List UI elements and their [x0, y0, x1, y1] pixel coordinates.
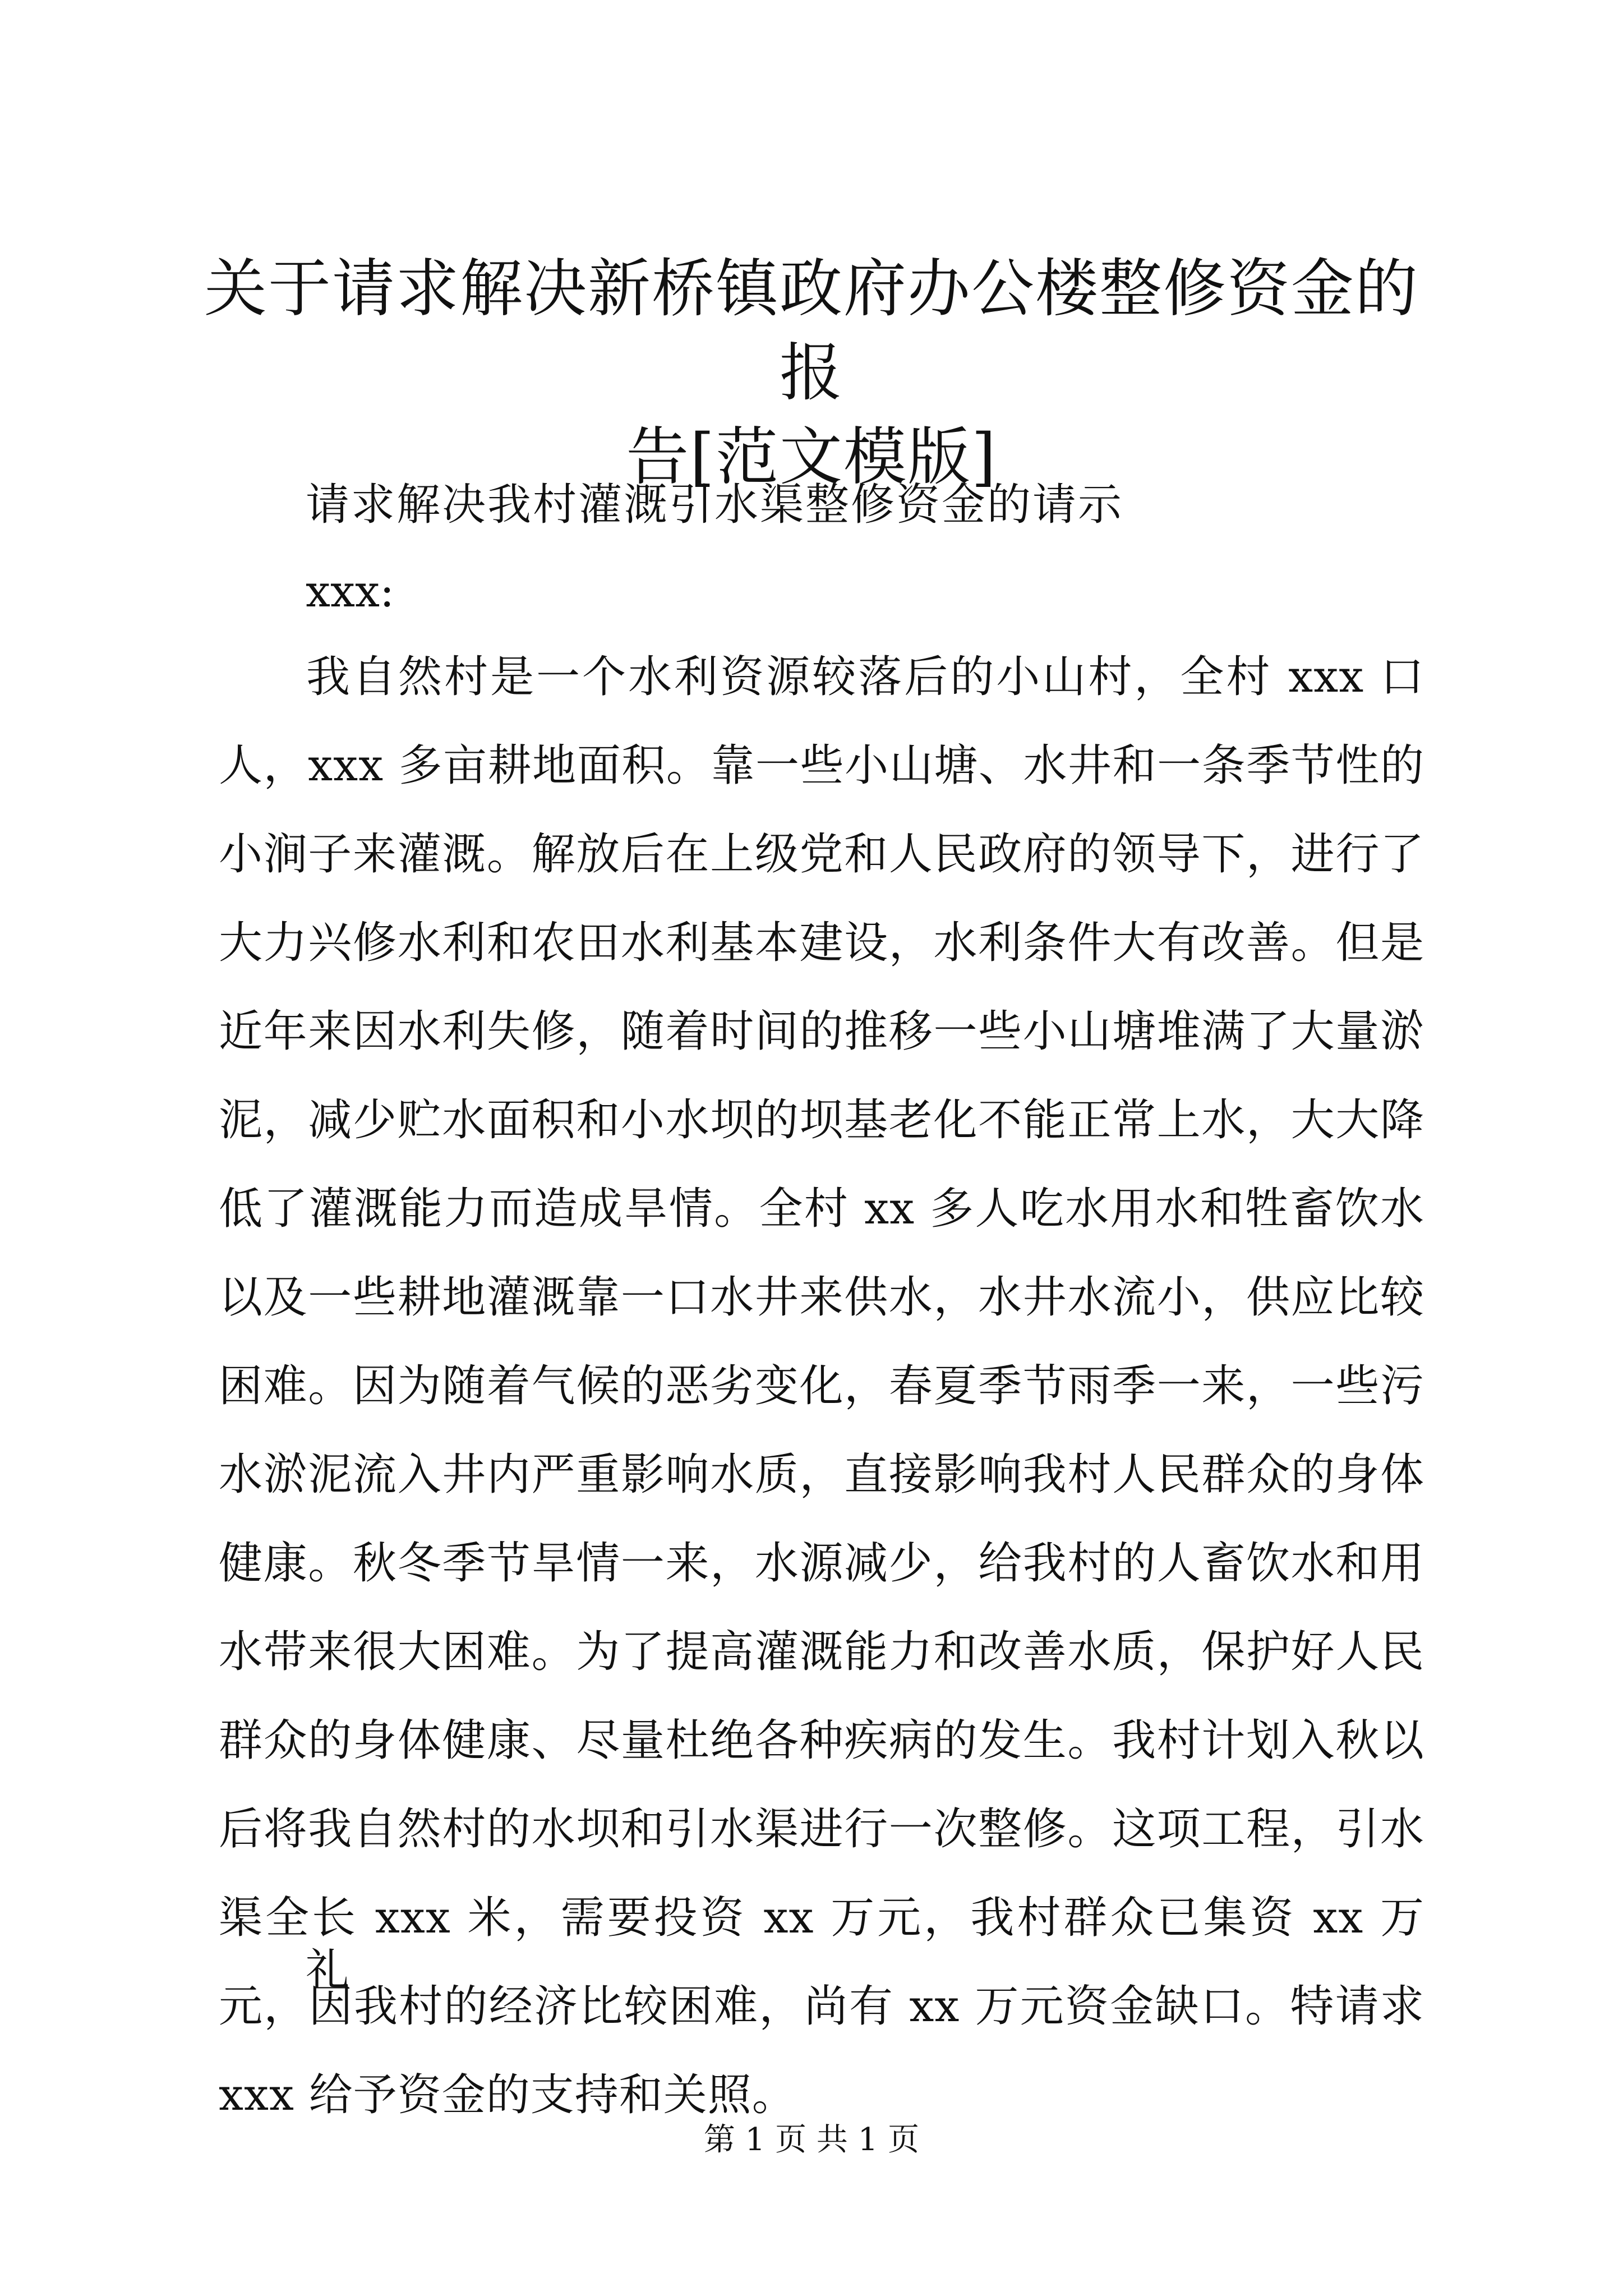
salutation: xxx:: [306, 567, 395, 617]
title-line-1: 关于请求解决新桥镇政府办公楼整修资金的报: [204, 252, 1419, 409]
document-title: [185, 247, 1438, 499]
page-footer: 第 1 页 共 1 页: [703, 2122, 920, 2158]
title-line-2: 告[范文模版]: [626, 421, 997, 494]
request-subtitle: 请求解决我村灌溉引水渠整修资金的请示: [306, 480, 1124, 530]
body-paragraph: 我自然村是一个水利资源较落后的小山村，全村 xxx 口人，xxx 多亩耕地面积。靠一些小山塘、水井和一条季节性的小涧子来灌溉。解放后在上级党和人民政府的领导下，进行了大力兴修水利和农田水利基本建设，水利条件大有改善。但是近年来因水利失修，随着时间的推移一些小山塘堆满了大量淤泥，减少贮水面积和小水坝的坝基老化不能正常上水，大大降低了灌溉能力而造成旱情。全村 xx 多人吃水用水和牲畜饮水以及一些耕地灌溉靠一口水井来供水，水井水流小，供应比较困难。因为随着气候的恶劣变化，春夏季节雨季一来，一些污水淤泥流入井内严重影响水质，直接影响我村人民群众的身体健康。秋冬季节旱情一来，水源减少，给我村的人畜饮水和用水带来很大困难。为了提高灌溉能力和改善水质，保护好人民群众的身体健康、尽量杜绝各种疾病的发生。我村计划入秋以后将我自然村的水坝和引水渠进行一次整修。这项工程，引水渠全长 xxx 米，需要投资 xx 万元，我村群众已集资 xx 万元，因我村的经济比较困难，尚有 xx 万元资金缺口。特请求 xxx 给予资金的支持和关照。: [219, 652, 1424, 2120]
closing-text: 礼: [306, 1945, 350, 1995]
